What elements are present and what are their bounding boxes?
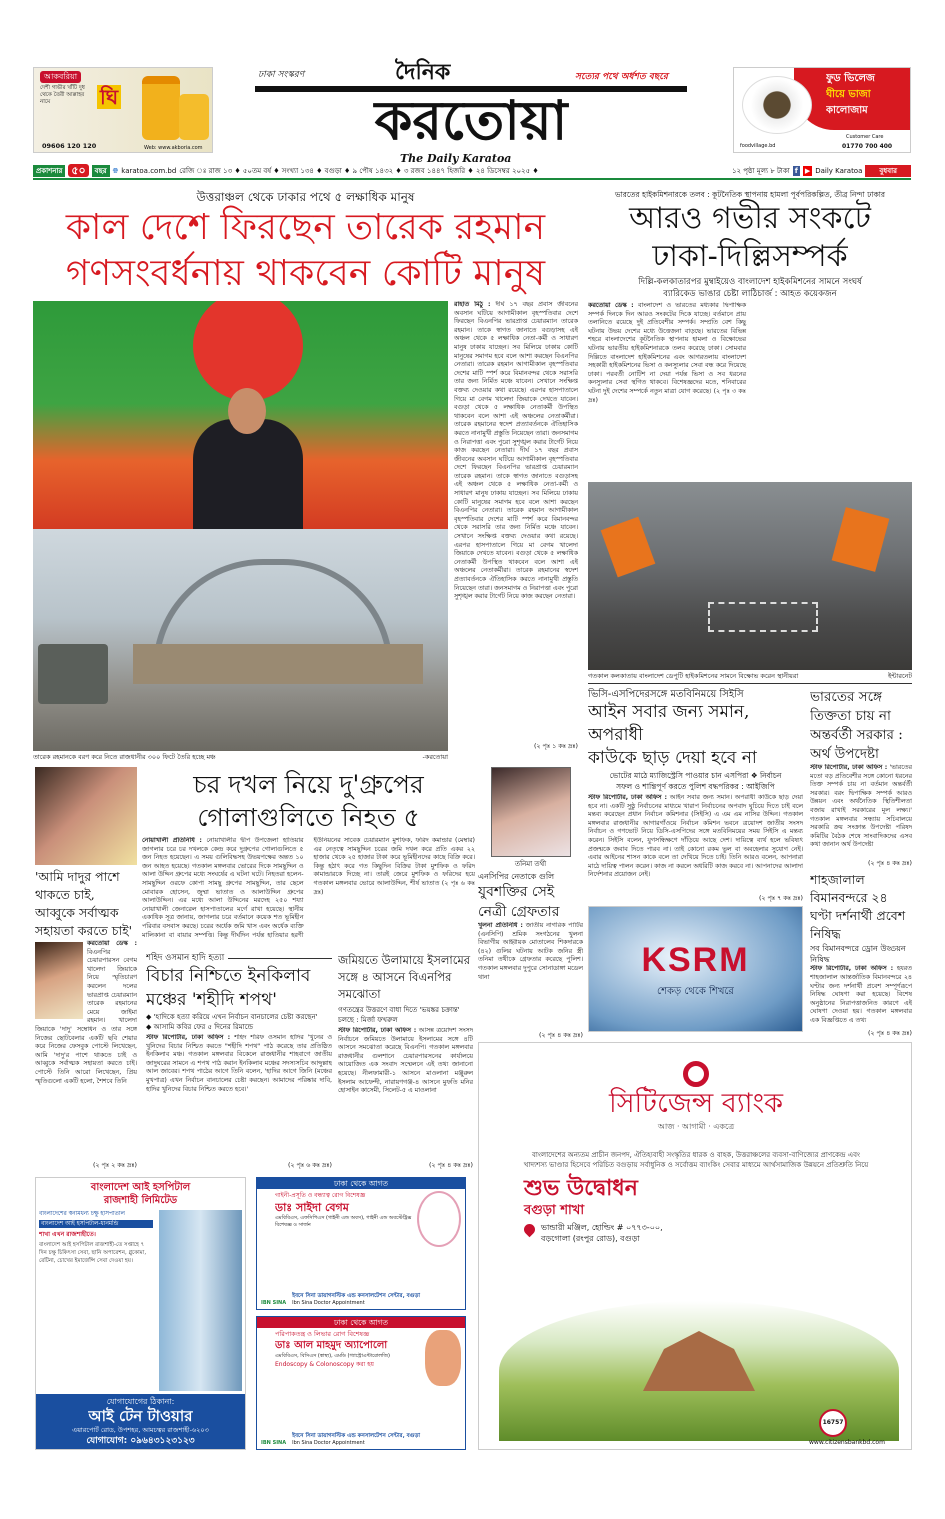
doc-spec: গাইনী-প্রসূতি ও বন্ধ্যাত্ব রোগ বিশেষজ্ঞ [275, 1192, 366, 1199]
doc-footer [257, 1290, 465, 1309]
cec-headline-2: কাউকে ছাড় দেয়া হবে না [588, 748, 757, 768]
tonima-caption: তনিমা তথী [514, 860, 547, 868]
doc-info [275, 1191, 413, 1290]
khaleda-column [35, 767, 137, 1170]
jamiat-body [338, 1027, 473, 1161]
lead-text-column [454, 301, 578, 751]
ad-right-lines [826, 72, 910, 128]
india-credit: ইন্টারনেট [888, 672, 912, 680]
hospital-address: এয়ারপোর্ট রোড, উপশহর, আমচত্বর রাজশাহী-৬২০৩ [72, 1426, 209, 1434]
stage-photo [33, 529, 448, 751]
ghee-jar [142, 76, 180, 140]
doc-appt: Ibn Sina Doctor Appointment [292, 1440, 365, 1446]
hadi-bullet-2: ◆ আসামি কবির ফের ৫ দিনের রিমান্ডে [146, 1023, 254, 1031]
jamiat-ref[interactable]: (২ পৃঃ ৪ কঃ দ্রঃ) [428, 1162, 473, 1169]
india-text: বাংলাদেশ ও ভারতের মধ্যকার দ্বিপাক্ষিক সম্পর্ক দিনকে দিন আরও সংকটের দিকে যাচ্ছে। বর্তমানে প্রায় তলানিতে রয়েছে দুই প্রতিবেশীর সম্পর্ক। সম্প্রতি বেশ কিছু ঘটনায় উভয় দেশের মধ্যে উত্তেজনা বাড়ছে। ভারতের বিভিন্ন শহরে বাংলাদেশের কূটনৈতিক স্থাপনায় হামলা ও বিক্ষোভের ঘটনায় ভারতীয় হাইকমিশনারকে তলব করেছে ঢাকা। সোমবার দিল্লিতে বাংলাদেশ হাইকমিশনের এবং আগরতলায় বাংলাদেশ সহকারী হাইকমিশনের ভিসা ও কনস্যুলার সেবা বন্ধ করে দিয়েছে ঢাকা। পরবর্তী নোটিশ না দেয়া পর্যন্ত ভিসা ও সব ধরনের কনস্যুলার সেবা স্থগিত থাকবে। বিশেষজ্ঞদের মতে, শনিবারের ঘটনা দুই দেশের সম্পর্কে নতুন মাত্রা যোগ করেছে। [588, 302, 746, 395]
doc-spec: পরিপাকতন্ত্র ও লিভার রোগ বিশেষজ্ঞ [275, 1330, 370, 1338]
address-lines [541, 1222, 663, 1244]
char-column [142, 768, 475, 948]
ncp-text: জাতীয় নাগরিক পার্টির (এনসিপি) শ্রমিক সংগঠনের খুলনা বিভাগীয় আহ্বায়ক মোতালেব শিকদারকে (৪২) গুলির ঘটনায় আটক জনির স্ত্রী তনিমা তথীকে গ্রেফতার করেছে পুলিশ। গতকাল মঙ্গলবার দুপুরে সোনাডাঙ্গা মডেল থানা [478, 922, 583, 981]
india-headline-2: ঢাকা-দিল্লিসম্পর্ক [652, 239, 848, 274]
doc-footer [257, 1430, 465, 1449]
hospital-title-2: রাজশাহী লিমিটেড [103, 1195, 178, 1206]
jamiat-text: আসন্ন ত্রয়োদশ সংসদ নির্বাচনে জমিয়তে উলামায়ে ইসলামের সঙ্গে ৪টি আসনে সমঝোতা করেছে বিএনপি। গতকাল মঙ্গলবার রাজধানীর গুলশানে চেয়ারপারসনের কার্যালয়ে আয়োজিত এক সংবাদ সম্মেলনে এই তথ্য জানানো হয়েছে। নীলফামারী-১ আসনে মাওলানা মঞ্জুরুল ইসলাম আফেন্দী, নারায়ণগঞ্জ-৪ আসনে মুফতি মনির হোসাইন কাসেমী, সিলেট-৫ এ মাওলানা [338, 1027, 473, 1095]
cec-body [588, 794, 803, 894]
address-row [524, 1222, 663, 1244]
char-headline-1: চর দখল নিয়ে দু'গ্রুপের [193, 770, 424, 799]
doc-center: ইবনে সিনা ডায়াগনস্টিক এন্ড কনসালটেশন সেন্টার, বগুড়া [292, 1293, 421, 1299]
ksrm-logo: KSRM [641, 940, 750, 979]
ksrm-tagline: শেকড় থেকে শিখরে [657, 985, 734, 997]
hadi-byline: স্টাফ রিপোর্টার, ঢাকা অফিস : [146, 1034, 231, 1041]
hospital-line-2: বাংলাদেশ আই হসপিটাল-ধানমন্ডি [39, 1220, 153, 1228]
ncp-ref[interactable]: (২ পৃঃ ৪ কঃ দ্রঃ) [538, 1032, 583, 1039]
issue-details: রেজি ঃ রাজ ১৩ ♦ ৫০তম বর্ষ ♦ সংখ্যা ১৩৪ ♦ বগুড়া ♦ ৯ পৌষ ১৪৩২ ♦ ৩ রজব ১৪৪৭ হিজরি ♦ ২৪ ডিসেম্বর ২০২৫ ♦ [179, 166, 539, 175]
doc-appt: Ibn Sina Doctor Appointment [292, 1300, 365, 1306]
india-body [588, 302, 912, 478]
masthead-english: The Daily Karatoa [400, 152, 512, 165]
ad-phone: 01770 700 400 [842, 143, 893, 150]
cec-sub-1: ভোটের মাঠে ম্যাজিস্ট্রেসি পাওয়ার চান এসপিরা ❖ নির্বাচন [609, 771, 782, 780]
ad-care: Customer Care [846, 134, 884, 140]
hospital-title-1: বাংলাদেশ আই হসপিটাল [90, 1182, 191, 1193]
char-text: নোয়াখালীর দ্বীপ উপজেলা হাতিয়ার জাগলার চরে চর দখলকে কেন্দ্র করে দুগ্রুপের গোলাগুলিতে ৫ জন নিহত হয়েছেন। এ সময় গুলিবিদ্ধসহ উভয়পক্ষের অন্তত ১০ জন আহত হয়েছে। গতকাল মঙ্গলবার ভোরের দিকে সামছুদ্দিন ও আলা উদ্দিন গ্রুপের মধ্যে সংঘর্ষের এ ঘটনা ঘটে। নিহতরা হলেন-সামছুদ্দিন ওরফে কোপা সামছু গ্রুপের সামছুদ্দিন, তার ছেলে মোবারক হোসেন, জুম্মা ভাতাত ও আলাউদ্দিন গ্রুপের আলাউদ্দিন। এর মধ্যে আলা উদ্দিনের মরদেহ ২৫০ শয্যা নোয়াখালী জেনারেল হাসপাতালের মর্গে রাখা হয়েছে। স্থানীয় একাধিক সূত্র জানায়, জাগলার চরে বর্তমানে কয়েক শত ভূমিহীন পরিবার বসবাস করছে। চরের অর্ধেক জমি খাস এবং অর্ধেক ব্যক্তি মালিকানা বা বায়ার সম্পত্তি। কিন্তু দীর্ঘদিন পর্যন্ত হাতিয়ার হরণী ইউনিয়নের সাবেক চেয়ারম্যান মুশফিক, ফরিদ কমান্ডার (মেম্বার) এর নেতৃত্বে সামছুদ্দিন চরের জমি দখল করে প্রতি একর ২২ হাজার থেকে ২৫ হাজার টাকা করে ভূমিহীনদের কাছে বিক্রি করে। কিন্তু হঠাৎ করে গত কিছুদিন বিক্রির টাকা মুশফিক ও ফরিদ কামান্ডারকে দিচ্ছে না। তারই জেরে মুশফিক ও ফরিদের হয়ে গতকাল মঙ্গলবার ভোরে আলাউদ্দিন, শীর্ষ ভাতাত [142, 837, 475, 939]
cec-headline-1: আইন সবার জন্য সমান, অপরাধী [588, 702, 750, 745]
masthead-daily: দৈনিক [395, 59, 451, 85]
ad-phone: 09606 120 120 [42, 142, 97, 150]
doc-name: ডাঃ সাইদা বেগম [275, 1201, 349, 1214]
hospital-phone: যোগাযোগ: ০৯৬৪৩১২৩১২৩ [86, 1436, 195, 1446]
india-caption: গতকাল কলকাতায় বাংলাদেশ ডেপুটি হাইকমিশনের সামনে বিক্ষোভ করেন স্থানীয়রা [588, 672, 799, 680]
orange-flag [601, 517, 656, 578]
ad-brand: আকবরিয়া [40, 71, 81, 83]
lead-credit: -করতোয়া [422, 753, 448, 761]
jamiat-column [338, 952, 473, 1170]
hospital-text [39, 1210, 153, 1391]
hospital-line-1: বাংলাদেশের স্বনামধন্য চক্ষু হাসপাতাল [39, 1211, 125, 1217]
tonima-photo [491, 767, 571, 857]
hadi-kicker-row [146, 952, 332, 964]
hadi-bullet-1: ◆ 'হাদিকে হত্যা করিয়ে এখন নির্বাচন বানচালের চেষ্টা করছেন' [146, 1013, 318, 1021]
hotline-badge: 16757 [819, 1409, 847, 1437]
globe-icon: 🌐︎ [112, 166, 119, 175]
airport-body [810, 965, 912, 1029]
ghee-jar-small [179, 94, 209, 140]
finance-body [810, 764, 912, 859]
ncp-byline: খুলনা প্রতিনিধি : [478, 922, 523, 929]
zaima-photo [35, 942, 83, 1019]
person-silhouette [193, 419, 303, 529]
ncp-column [478, 767, 583, 1040]
lead-text: দীর্ঘ ১৭ বছর প্রবাস জীবনের অবসান ঘটিয়ে আগামীকাল বৃহস্পতিবার দেশে ফিরছেন বিএনপির ভারপ্রাপ্ত চেয়ারম্যান তারেক রহমান। তাকে স্বাগত জানাতে বগুড়াসহ এই অঞ্চল থেকে ৫ লক্ষাধিক নেতা-কর্মী ও সাধারণ মানুষ ঢাকায় যাচ্ছেন। সব মিলিয়ে ঢাকায় কোটি মানুষের সমাগম হবে বলে আশা করছেন বিএনপির নেতারা। তারেক রহমান আগামীকাল বৃহস্পতিবার দেশের মাটি স্পর্শ করে বিমানবন্দর থেকে সরাসরি তার জন্য নির্মিত মঞ্চে যাবেন। সেখানে সংক্ষিপ্ত বক্তব্য দেওয়ার কথা রয়েছে। এরপর হাসপাতালে গিয়ে মা বেগম খালেদা জিয়াকে দেখতে যাবেন। বগুড়া থেকে ৫ লক্ষাধিক নেতাকর্মী উপস্থিত থাকবেন বলে আশা এই অঞ্চলের নেতাকর্মীরা। তারেক রহমানের স্বদেশ প্রত্যাবর্তনকে ঐতিহাসিক করতে নানামুখী প্রস্তুতি নিয়েছেন তারা। জনসমাগম ও নিরাপত্তা এবং পুরো সুশৃঙ্খল করার টার্গেট নিয়ে কাজ করছেন নেতারা। [454, 301, 578, 455]
facebook-icon[interactable]: f [794, 166, 798, 175]
jamiat-headline: জমিয়তে উলামায়ে ইসলামের সঙ্গে ৪ আসনে বিএনপির সমঝোতা [338, 953, 471, 1001]
cec-text: আইন সবার জন্য সমান। অপরাধী কাউকে ছাড় দেয়া হবে না। একটি সুষ্ঠু নির্বাচনের মাধ্যমে খারাপ নির্বাচনের অপবাদ ঘুচিয়ে দিতে চাই বলে মন্তব্য করেছেন প্রধান নির্বাচন কমিশনার (সিইসি) এ এম এম নাসির উদ্দিন। গতকাল মঙ্গলবার রাজধানীর আগারগাঁওয়ে নির্বাচন কমিশন ভবনে ত্রয়োদশ জাতীয় সংসদ নির্বাচন ও গণভোট নিয়ে ডিসি-এসপিদের সঙ্গে মতবিনিময়ের সময় সিইসি এ মন্তব্য করেন। সিইসি বলেন, যুগসন্ধিক্ষণে দাঁড়িয়ে আছে দেশ। দায়িত্বে ব্যর্থ হলে ভবিষ্যৎ প্রজন্মকে জবাব দিতে পারব না। তাই কোনো রকম ভুল বা অবহেলার সুযোগ নেই। এবার আইনের শাসন কাকে বলে তা দেখিয়ে দিতে চাই। তিনি আরও বলেন, আপনারা মাঠে দায়িত্ব পালন করেন। কাজ না করলে অধরিটি কাজ করবে না। আপনাদের আলাদা নির্দেশনার প্রয়োজন নেই। [588, 794, 803, 879]
ad-doctor-gynae[interactable] [256, 1177, 466, 1310]
finance-ref[interactable]: (২ পৃঃ ৪ কঃ দ্রঃ) [867, 860, 912, 868]
ad-line2: ঘীয়ে ভাজা [826, 89, 871, 100]
india-kicker: ভারতের হাইকমিশনারকে তলব : কূটনৈতিক স্থাপনায় হামলা পূর্বপরিকল্পিত, তীব্র নিন্দা ঢাকার [614, 190, 886, 199]
airport-text: হযরত শাহজালাল আন্তর্জাতিক বিমানবন্দরে ২৪ ঘণ্টার জন্য দর্শনার্থী প্রবেশ সম্পূর্ণরূপে নিষিদ্ধ ঘোষণা করা হয়েছে। বিশেষ অনুষ্ঠানের নিরাপত্তাজনিত কারণে এই ঘোষণা দেওয়া হয়। গতকাল মঙ্গলবার এক বিজ্ঞপ্তিতে এ তথ্য [810, 965, 912, 1024]
launch-block [524, 1174, 663, 1244]
doc-main [257, 1189, 465, 1290]
stage-platform [133, 644, 423, 684]
doc-info [275, 1330, 421, 1430]
hadi-ref[interactable]: (২ পৃঃ ৬ কঃ দ্রঃ) [287, 1162, 332, 1169]
hospital-building [159, 1210, 242, 1391]
hadi-text: শহিদ শরিফ ওসমান হাদির 'খুনের ও খুনিদের বিচার নিশ্চিত করতে "শহীদি শপথ" পাঠ করেছে তার প্রতিষ্ঠিত ইনকিলাব মঞ্চ। গতকাল মঙ্গলবার বিকেলে রাজধানীর শাহবাগে জাতীয় জাদুঘরের সামনে এ শপথ পাঠ করান ইনকিলাব মঞ্চের সদস্যসচিব আব্দুল্লাহ আল জাবের। শপথ পাঠের আগে তিনি বলেন, 'হাদির আগে জিনি (মঞ্চের মুখপাত্র) এখন নির্বাচন বানচালের চেষ্টা করছেন। আমাদের পরিষ্কার দাবি, হাদির খুনিদের বিচার নিশ্চিত করতে হবে।' [146, 1034, 332, 1093]
lead-caption-row [33, 753, 448, 762]
day-badge: বুধবার [865, 165, 911, 177]
india-headline-1: আরও গভীর সংকটে [629, 201, 871, 236]
hadi-headline-2: মঞ্চের 'শহীদি শপথ' [146, 990, 277, 1010]
lead-row [33, 301, 578, 751]
airport-byline: স্টাফ রিপোর্টার, ঢাকা অফিস : [810, 965, 894, 973]
kalojam-plate [742, 76, 812, 134]
doc-main [257, 1328, 465, 1430]
doc-top: ঢাকা থেকে আগত [257, 1317, 465, 1328]
red-sun-emblem [193, 301, 303, 401]
doc-footer-text [292, 1292, 420, 1307]
ad-ksrm[interactable] [588, 906, 803, 1032]
branch-name: বগুড়া শাখা [524, 1203, 585, 1218]
orange-flag [832, 507, 890, 572]
ad-left-text-column [40, 71, 138, 139]
hospital-middle [36, 1207, 245, 1394]
bullet-text: 'হাদিকে হত্যা করিয়ে এখন নির্বাচন বানচালের চেষ্টা করছেন' [153, 1013, 318, 1021]
masthead-logo: করতোয়া [255, 86, 687, 150]
ad-foodvillage[interactable] [733, 67, 911, 153]
ncp-kicker: এনসিপির নেতাকে গুলি [478, 872, 555, 881]
lead-caption: তারেক রহমানকে বরণ করে নিতে রাজধানীর ৩০০ ফিটে তৈরি হচ্ছে মঞ্চ [33, 753, 216, 761]
ad-line1: ফুড ভিলেজ [826, 73, 875, 84]
khaleda-photo [35, 767, 137, 865]
location-pin-icon [522, 1222, 538, 1238]
citizens-content [479, 1061, 912, 1301]
social-handle: Daily Karatoa [815, 166, 863, 175]
lead-text-cont: দীর্ঘ ১৭ বছর প্রবাস জীবনের অবসান ঘটিয়ে আগামীকাল বৃহস্পতিবার দেশে ফিরছেন বিএনপির ভারপ্রাপ্ত চেয়ারম্যান তারেক রহমান। তাকে স্বাগত জানাতে বগুড়াসহ এই অঞ্চল থেকে ৫ লক্ষাধিক নেতা-কর্মী ও সাধারণ মানুষ ঢাকায় যাচ্ছেন। সব মিলিয়ে ঢাকায় কোটি মানুষের সমাগম হবে বলে আশা করছেন বিএনপির নেতারা। তারেক রহমান আগামীকাল বৃহস্পতিবার দেশের মাটি স্পর্শ করে বিমানবন্দর থেকে সরাসরি তার জন্য নির্মিত মঞ্চে যাবেন। সেখানে সংক্ষিপ্ত বক্তব্য দেওয়ার কথা রয়েছে। এরপর হাসপাতালে গিয়ে মা বেগম খালেদা জিয়াকে দেখতে যাবেন। বগুড়া থেকে ৫ লক্ষাধিক নেতাকর্মী উপস্থিত থাকবেন বলে আশা এই অঞ্চলের নেতাকর্মীরা। তারেক রহমানের স্বদেশ প্রত্যাবর্তনকে ঐতিহাসিক করতে নানামুখী প্রস্তুতি নিয়েছেন তারা। জনসমাগম ও নিরাপত্তা এবং পুরো সুশৃঙ্খল করার টার্গেট নিয়ে কাজ করছেন নেতারা। [454, 447, 578, 601]
airport-headline: শাহজালাল বিমানবন্দরে ২৪ ঘণ্টা দর্শনার্থী প্রবেশ নিষিদ্ধ [810, 872, 906, 942]
citizens-name: সিটিজেন্স ব্যাংক [608, 1088, 784, 1119]
ad-line3: কালোজাম [826, 105, 868, 116]
india-caption-row [588, 672, 912, 681]
char-byline: নোয়াখালী প্রতিনিধি : [142, 837, 202, 844]
citizens-text: বাংলাদেশের অন্যতম প্রাচীন জনপদ, ঐতিহ্যবাহী সংস্কৃতির ধারক ও বাহক, উত্তরাঞ্চলের ব্যবসা-বাণিজ্যের প্রাণকেন্দ্র এবং খাদ্যশস্য ভাণ্ডার হিসেবে পরিচিত বগুড়ায় সর্বাধুনিক ও সর্বোত্তম ব্যাংকিং সেবার মাধ্যমে আর্থসামাজিক উন্নয়নে প্রতিশ্রুতি নিয়ে [523, 1151, 869, 1169]
doc-footer-text [292, 1432, 420, 1447]
ad-eye-hospital[interactable] [35, 1177, 246, 1450]
airport-sub: সব বিমানবন্দরে ড্রোন উড্ডয়ন নিষিদ্ধ [810, 944, 906, 965]
branch-address-2: বড়গোলা (রংপুর রোড), বগুড়া [541, 1234, 640, 1243]
building-name: আই টেন টাওয়ার [88, 1407, 193, 1425]
doc-name: ডাঃ আল মাহমুদ অ্যাপোলো [275, 1340, 388, 1351]
tarek-photo [33, 301, 448, 529]
truck [38, 644, 108, 704]
airport-ref[interactable]: (২ পৃঃ ৪ কঃ দ্রঃ) [867, 1030, 912, 1037]
doc-center: ইবনে সিনা ডায়াগনস্টিক এন্ড কনসালটেশন সেন্টার, বগুড়া [292, 1433, 421, 1439]
branch-address-1: ভান্ডারী মঞ্জিল, হোল্ডিং # ০৭৭৩-০০, [541, 1223, 663, 1232]
hadi-headline-1: বিচার নিশ্চিতে ইনকিলাব [146, 966, 311, 986]
contact-title: যোগাযোগের ঠিকানা: [106, 1397, 175, 1406]
khaleda-byline: করতোয়া ডেস্ক : [87, 940, 137, 947]
lead-photos [33, 301, 448, 751]
citizens-logo-icon [683, 1061, 709, 1087]
doc-equip: Endoscopy & Colonoscopy করা হয় [275, 1361, 374, 1368]
doc-quals: এমবিবিএস, বিসিএস (স্বাস্থ্য), এমডি (গ্যাস্ট্রোএন্টারোলজি) [275, 1353, 390, 1359]
ad-citizens-bank[interactable] [478, 1042, 912, 1450]
finance-byline: স্টাফ রিপোর্টার, ঢাকা অফিস : [810, 764, 888, 771]
ncp-headline: যুবশক্তির সেই নেত্রী গ্রেফতার [478, 884, 560, 920]
edition-label: ঢাকা সংস্করণ [258, 70, 305, 80]
cec-byline: স্টাফ রিপোর্টার, ঢাকা অফিস : [588, 794, 668, 801]
barricade [708, 602, 818, 632]
masthead-tagline: সত্যের পথে অর্ধশত বছরে [575, 72, 668, 82]
india-byline: করতোয়া ডেস্ক : [588, 302, 634, 309]
years-word: বছর [92, 165, 110, 177]
char-headline-2: গোলাগুলিতে নিহত ৫ [197, 803, 420, 832]
india-sub-2: ব্যারিকেড ভাঙার চেষ্টা লাঠিচার্জ : আহত কয়েকজন [663, 289, 837, 299]
hospital-line-3: শাখা এখন রাজশাহীতে। [39, 1231, 96, 1238]
india-sub-1: দিল্লি-কলকাতারপর মুম্বাইয়েও বাংলাদেশ হাইকমিশনের সামনে সংঘর্ষ [638, 277, 862, 287]
youtube-icon[interactable]: ▶ [804, 166, 811, 175]
lead-kicker: উত্তরাঞ্চল থেকে ঢাকার পথে ৫ লক্ষাধিক মানুষ [196, 190, 415, 204]
khaleda-headline: 'আমি দাদুর পাশে থাকতে চাই, আব্বুকে সর্বাত্মক সহায়তা করতে চাই' [35, 869, 133, 938]
lead-ref[interactable]: (২ পৃঃ ১ কঃ দ্রঃ) [533, 743, 578, 750]
khaleda-text: বিএনপির চেয়ারপারসন বেগম খালেদা জিয়াকে নিয়ে স্মৃতিচারণ করলেন দলের ভারপ্রাপ্ত চেয়ারম্যান তারেক রহমানের মেয়ে জাইমা রহমান। খালেদা জিয়াকে 'দাদু' সম্বোধন ও তার সঙ্গে নিজের ছোটবেলার একটি ছবি শেয়ার করে নিজের ফেসবুক পোস্টে লিখেছেন, আমি 'দাদু'র পাশে থাকতে চাই ও আব্বুকে সর্বাত্মক সহায়তা করতে চাই। পোস্টে তিনি আরো লিখেছেন, প্রিয় স্মৃতিগুলো একটি হলো, শৈশবে তিনি [35, 948, 137, 1085]
lead-headline-2: গণসংবর্ধনায় থাকবেন কোটি মানুষ [65, 253, 546, 294]
ad-text: দেশী গাভীর খাঁটি দুধ থেকে তৈরী আল্লাহর নামে [40, 85, 85, 105]
finance-column [810, 688, 912, 1038]
site-link[interactable]: karatoa.com.bd [121, 166, 177, 175]
pregnancy-icon [417, 1191, 461, 1247]
ibnsina-logo: IBN SINA [261, 1300, 287, 1306]
hadi-column [146, 952, 332, 1170]
lead-headline-1: কাল দেশে ফিরছেন তারেক রহমান [65, 207, 546, 248]
bullet-text: আসামি কবির ফের ৫ দিনের রিমান্ডে [153, 1023, 254, 1031]
ad-text-row [40, 85, 138, 109]
jamiat-byline: স্টাফ রিপোর্টার, ঢাকা অফিস : [338, 1027, 417, 1034]
pub-label: প্রকাশনার [33, 165, 65, 177]
kolkata-protest-photo [588, 482, 912, 670]
ad-doctor-liver[interactable] [256, 1316, 466, 1450]
ad-akboria[interactable] [33, 67, 213, 153]
lead-column [33, 190, 578, 762]
india-ref[interactable]: (২ পৃঃ ৩ কঃ দ্রঃ) [588, 387, 746, 404]
finance-text: 'ভারতের মতো বড় প্রতিবেশীর সঙ্গে কোনো ধরনের তিক্ত সম্পর্ক চায় না বর্তমান অন্তর্বর্তী সরকার। বরং দ্বিপাক্ষিক সম্পর্ক আরও উন্নয়ন এবং অর্থনৈতিক স্থিতিশীলতা বজায় রাখাই সরকারের মূল লক্ষ্য।' গতকাল মঙ্গলবার সন্ধ্যায় সচিবালয়ে সরকারি ক্রয় সংক্রান্ত উপদেষ্টা পরিষদ কমিটির বৈঠক শেষে সাংবাদিকদের এসব কথা জানান অর্থ উপদেষ্টা [810, 764, 912, 849]
info-bar [33, 164, 911, 180]
doc-quals: এমবিবিএস, এফসিপিএস (গাইনী এন্ড অবস), গাইনী এন্ড অবস্টেট্রিক্স বিশেষজ্ঞ ও সার্জন [275, 1215, 412, 1228]
ad-web: Web: www.akboria.com [144, 145, 203, 151]
cec-sub-2: সফল ও শান্তিপূর্ণ করতে পুলিশ বদ্ধপরিকর : আইজিপি [616, 782, 775, 791]
finance-headline: ভারতের সঙ্গে তিক্ততা চায় না অন্তর্বর্তী সরকার : অর্থ উপদেষ্টা [810, 689, 903, 762]
cec-kicker: ভিসি-এসপিদেরসঙ্গে মতবিনিময়ে সিইসি [588, 689, 744, 700]
digestive-organ-icon [425, 1330, 461, 1386]
hospital-contact [36, 1394, 245, 1449]
ibnsina-logo: IBN SINA [261, 1440, 287, 1446]
char-body [142, 837, 475, 948]
lead-byline: রাহাত মিঠু : [454, 301, 491, 308]
ncp-body [478, 922, 583, 1031]
citizens-motto: আজ · আগামী · একত্রে [657, 1122, 735, 1131]
char-ref[interactable]: (২ পৃঃ ৬ কঃ দ্রঃ) [313, 879, 475, 896]
jamiat-sub: গণতন্ত্রের উত্তরণে বাধা দিতে 'ভয়ঙ্কর চক্রান্ত' চলছে : মির্জা ফখরুল [338, 1006, 460, 1024]
ad-fb: foodvillage.bd [740, 143, 776, 149]
india-column [588, 190, 912, 684]
launch-title: শুভ উদ্বোধন [524, 1175, 638, 1201]
khaleda-ref[interactable]: (২ পৃঃ ২ কঃ দ্রঃ) [92, 1162, 137, 1169]
khaleda-body [35, 940, 137, 1161]
doc-top: ঢাকা থেকে আগত [257, 1178, 465, 1189]
cec-ref[interactable]: (২ পৃঃ ৭ কঃ দ্রঃ) [758, 895, 803, 902]
kicker-rule [228, 958, 332, 959]
pages-price: ১২ পৃষ্ঠা মূল্য ৮ টাকা [731, 166, 790, 175]
cec-column [588, 688, 803, 1032]
ad-product: ঘি [97, 85, 121, 109]
citizens-web: www.citizensbankbd.com [809, 1439, 885, 1446]
hospital-services: বাংলাদেশ আই হসপিটাল রাজশাহী-তে সপ্তাহে ৭ দিন চক্ষু চিকিৎসা সেবা, ছানি অপারেশন, গ্লুকোমা, রেটিনা, চোখের ইমার্জেন্সি সেবা দেওয়া হয়। [39, 1242, 147, 1264]
lead-body [454, 301, 578, 742]
hadi-body [146, 1034, 332, 1161]
hadi-kicker: শহিদ ওসমান হাদি হত্যা [146, 953, 225, 963]
years-badge: ৫০ [68, 164, 88, 177]
